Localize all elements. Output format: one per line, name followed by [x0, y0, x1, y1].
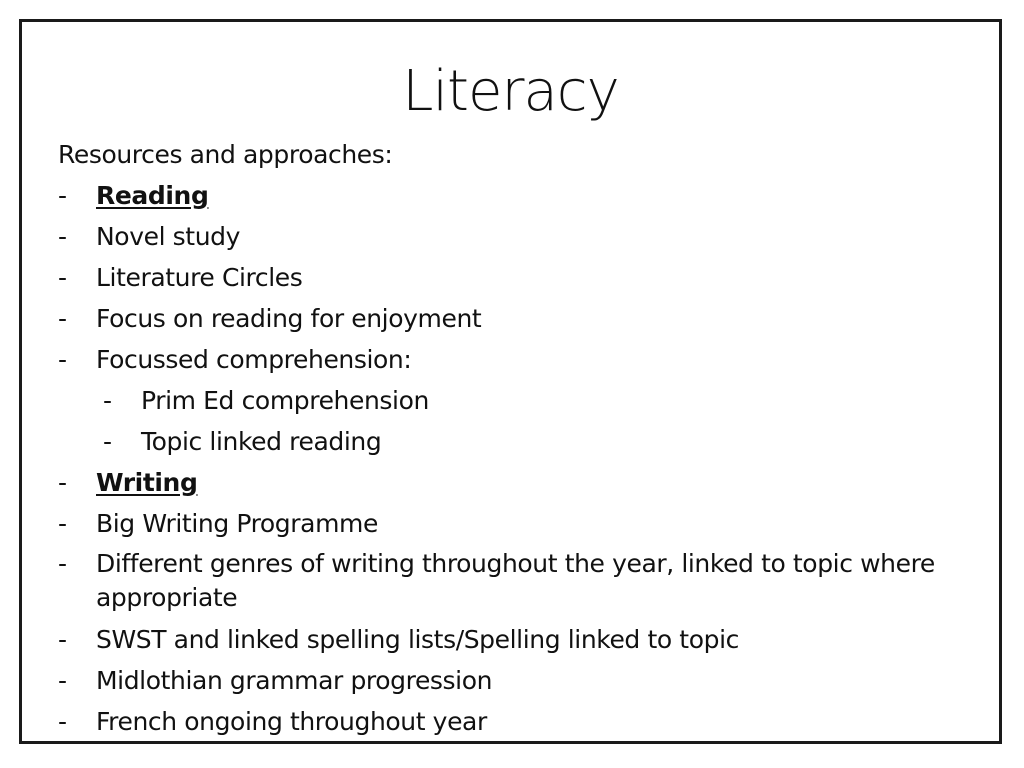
list-item-label: Different genres of writing throughout the year, linked to topic where appropriate	[96, 549, 935, 612]
slide-content	[58, 134, 958, 742]
section-heading-writing: Writing	[96, 468, 198, 497]
list-item	[58, 701, 958, 742]
dash-bullet: -	[58, 549, 67, 578]
list-item-label: French ongoing throughout year	[96, 707, 487, 736]
list-item	[58, 216, 958, 257]
list-item-label: Midlothian grammar progression	[96, 666, 493, 695]
dash-bullet: -	[58, 625, 67, 654]
list-item	[58, 339, 958, 380]
list-item-label: Topic linked reading	[141, 427, 382, 456]
list-item-label: Literature Circles	[96, 263, 303, 292]
list-item	[58, 544, 958, 619]
dash-bullet: -	[58, 509, 67, 538]
dash-bullet: -	[58, 666, 67, 695]
list-item	[58, 619, 958, 660]
list-item	[58, 175, 958, 216]
list-item	[58, 503, 958, 544]
dash-bullet: -	[58, 304, 67, 333]
dash-bullet: -	[58, 468, 67, 497]
list-item	[58, 257, 958, 298]
list-item	[58, 462, 958, 503]
dash-bullet: -	[58, 707, 67, 736]
dash-bullet: -	[58, 181, 67, 210]
dash-bullet: -	[58, 345, 67, 374]
intro-text: Resources and approaches:	[58, 140, 393, 169]
list-item-label: Focus on reading for enjoyment	[96, 304, 482, 333]
dash-bullet: -	[58, 263, 67, 292]
slide-title: Literacy	[402, 59, 619, 124]
dash-bullet: -	[58, 222, 67, 251]
list-item	[58, 298, 958, 339]
bullet-list	[58, 175, 958, 742]
sub-list-item	[58, 380, 958, 421]
dash-bullet: -	[103, 386, 112, 415]
list-item-label: Focussed comprehension:	[96, 345, 412, 374]
list-item-label: SWST and linked spelling lists/Spelling linked to topic	[96, 625, 739, 654]
slide-frame	[19, 19, 1002, 744]
dash-bullet: -	[103, 427, 112, 456]
list-item-label: Prim Ed comprehension	[141, 386, 429, 415]
sub-list-item	[58, 421, 958, 462]
list-item-label: Big Writing Programme	[96, 509, 378, 538]
section-heading-reading: Reading	[96, 181, 209, 210]
list-item	[58, 660, 958, 701]
list-item-label: Novel study	[96, 222, 241, 251]
